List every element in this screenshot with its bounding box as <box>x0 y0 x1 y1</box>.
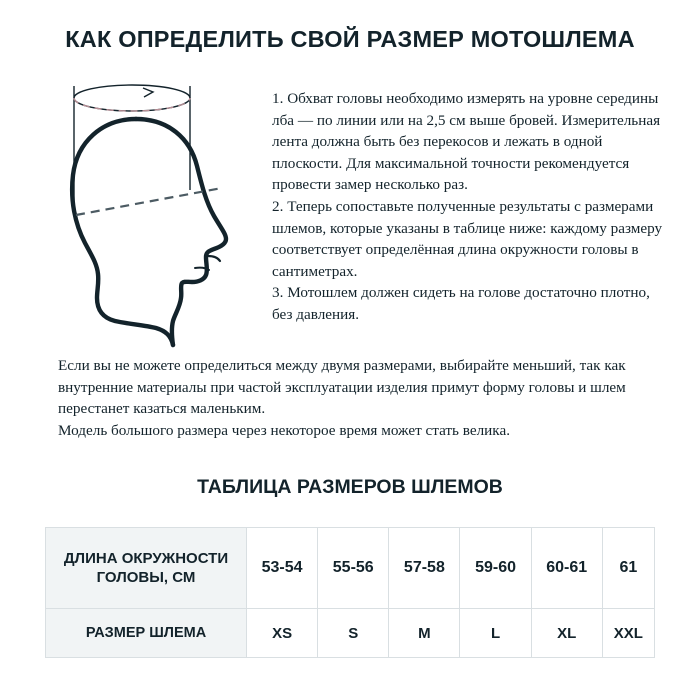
note-1: Если вы не можете определиться между двумя размерами, выбирайте меньший, так как внутренние материалы при частой эксплуатации изделия примут форму головы и шлем перестанет казаться маленьким. <box>58 357 626 418</box>
circumference-value-4: 59-60 <box>460 528 531 609</box>
table-row <box>46 528 655 609</box>
size-value-5: XL <box>531 609 602 658</box>
note-2: Модель большого размера через некоторое время может стать велика. <box>58 421 510 439</box>
size-value-4: L <box>460 609 531 658</box>
head-measurement-illustration <box>40 78 265 353</box>
instruction-3: 3. Мотошлем должен сидеть на голове достаточно плотно, без давления. <box>272 284 650 323</box>
instruction-2: 2. Теперь сопоставьте полученные результаты с размерами шлемов, которые указаны в таблице ниже: каждому размеру соответствует определённая длина окружности головы в сантиметрах. <box>272 197 663 280</box>
circumference-value-5: 60-61 <box>531 528 602 609</box>
size-table <box>45 527 655 658</box>
instruction-1: 1. Обхват головы необходимо измерять на уровне середины лба — по линии или на 2,5 см выше бровей. Измерительная лента должна быть без перекосов и лежать в одной плоскости. Для максимальной точности рекомендуется провести замер несколько раз. <box>272 90 661 194</box>
size-label: РАЗМЕР ШЛЕМА <box>46 609 247 658</box>
size-value-2: S <box>318 609 389 658</box>
notes-block <box>58 355 648 441</box>
size-value-3: M <box>389 609 460 658</box>
page-title: КАК ОПРЕДЕЛИТЬ СВОЙ РАЗМЕР МОТОШЛЕМА <box>65 26 635 52</box>
instructions-column <box>272 88 672 326</box>
size-value-1: XS <box>247 609 318 658</box>
circumference-value-2: 55-56 <box>318 528 389 609</box>
table-row <box>46 609 655 658</box>
circumference-value-1: 53-54 <box>247 528 318 609</box>
circumference-value-3: 57-58 <box>389 528 460 609</box>
table-title: ТАБЛИЦА РАЗМЕРОВ ШЛЕМОВ <box>197 476 503 498</box>
size-value-6: XXL <box>602 609 654 658</box>
circumference-value-6: 61 <box>602 528 654 609</box>
circumference-label: ДЛИНА ОКРУЖНОСТИ ГОЛОВЫ, СМ <box>46 528 247 609</box>
